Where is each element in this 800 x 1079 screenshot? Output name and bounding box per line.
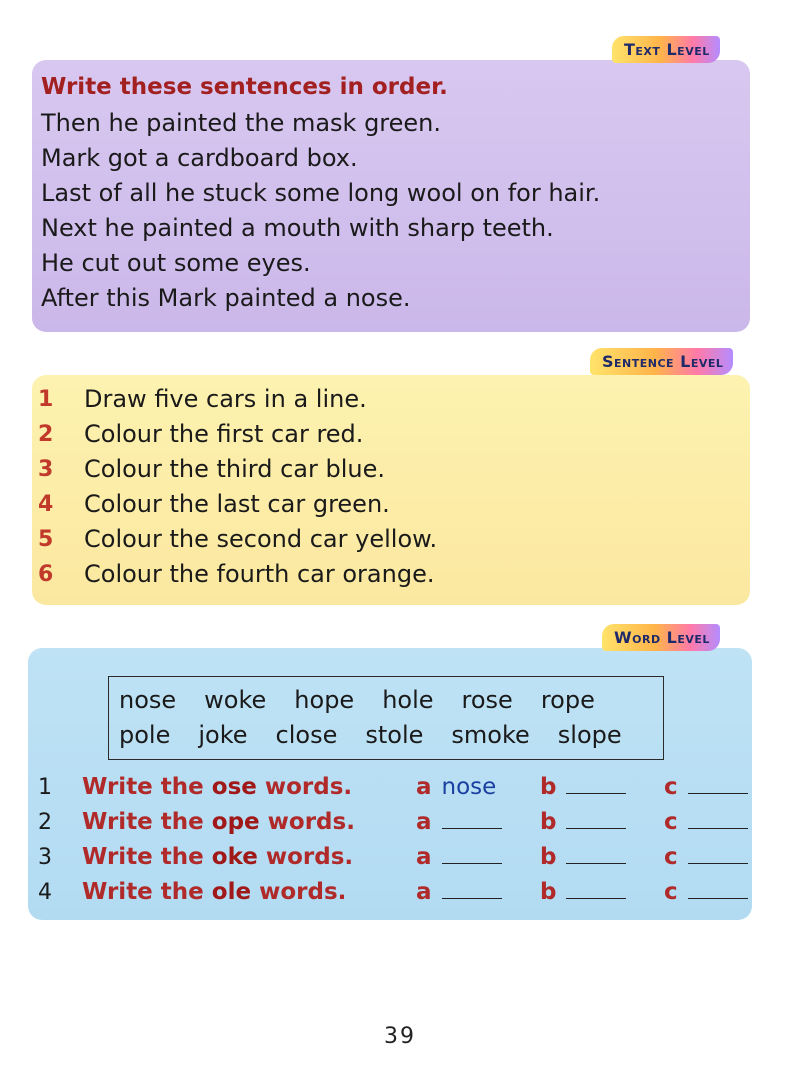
answer-slot-b[interactable]: b	[540, 770, 664, 805]
exercise-instruction: Write the oke words.	[82, 844, 354, 870]
exercise-row	[38, 840, 748, 875]
exercise-row	[38, 805, 748, 840]
page-number: 39	[384, 1024, 416, 1049]
list-item	[38, 417, 437, 452]
list-item	[38, 522, 437, 557]
answer-blank[interactable]	[442, 876, 502, 899]
text-line: He cut out some eyes.	[41, 249, 311, 277]
item-text: Draw five cars in a line.	[84, 385, 367, 413]
word-bank-word: hole	[382, 686, 434, 714]
word-bank-word: hope	[294, 686, 355, 714]
word-level-badge: Word Level	[602, 624, 720, 651]
word-bank-word: rope	[540, 686, 595, 714]
exercise-row	[38, 770, 748, 805]
sentence-lines	[41, 106, 600, 316]
word-bank-word: close	[275, 721, 338, 749]
answer-blank[interactable]	[442, 841, 502, 864]
text-line: Then he painted the mask green.	[41, 109, 442, 137]
answer-slot-c[interactable]: c	[664, 840, 748, 875]
word-bank-word: rose	[461, 686, 513, 714]
exercise-instruction: Write the ose words.	[82, 774, 353, 800]
answer-blank[interactable]	[688, 806, 748, 829]
item-text: Colour the second car yellow.	[84, 525, 438, 553]
word-exercises	[38, 770, 748, 910]
item-number: 6	[38, 562, 54, 587]
word-pattern: oke	[211, 844, 258, 870]
item-number: 2	[38, 810, 52, 835]
answer-value: nose	[441, 774, 497, 800]
item-number: 5	[38, 527, 54, 552]
word-bank-word: pole	[119, 721, 171, 749]
word-bank-word: nose	[119, 686, 177, 714]
answer-blank[interactable]	[566, 876, 626, 899]
word-bank-row	[119, 683, 663, 718]
word-bank-word: smoke	[451, 721, 530, 749]
item-number: 3	[38, 845, 52, 870]
text-line: After this Mark painted a nose.	[41, 284, 411, 312]
item-text: Colour the last car green.	[84, 490, 390, 518]
answer-blank[interactable]	[688, 771, 748, 794]
item-number: 1	[38, 387, 54, 412]
word-bank-word: woke	[204, 686, 267, 714]
answer-blank[interactable]	[442, 806, 502, 829]
word-pattern: ope	[211, 809, 260, 835]
text-line: Next he painted a mouth with sharp teeth.	[41, 214, 554, 242]
item-number: 2	[38, 422, 54, 447]
exercise-row	[38, 875, 748, 910]
answer-slot-a[interactable]: a nose	[416, 770, 540, 805]
item-number: 1	[38, 775, 52, 800]
answer-slot-a[interactable]: a	[416, 805, 540, 840]
list-item	[38, 487, 437, 522]
answer-slot-c[interactable]: c	[664, 770, 748, 805]
item-text: Colour the fourth car orange.	[84, 560, 435, 588]
list-item	[38, 557, 437, 592]
answer-blank[interactable]	[688, 876, 748, 899]
exercise-instruction: Write the ope words.	[82, 809, 355, 835]
answer-blank[interactable]	[688, 841, 748, 864]
sentence-level-badge: Sentence Level	[590, 348, 733, 375]
word-bank-word: stole	[365, 721, 424, 749]
answer-slot-c[interactable]: c	[664, 875, 748, 910]
answer-blank[interactable]	[566, 806, 626, 829]
answer-slot-a[interactable]: a	[416, 840, 540, 875]
word-bank-word: slope	[557, 721, 622, 749]
answer-slot-b[interactable]: b	[540, 805, 664, 840]
item-text: Colour the first car red.	[84, 420, 364, 448]
item-number: 3	[38, 457, 54, 482]
answer-slot-c[interactable]: c	[664, 805, 748, 840]
answer-blank[interactable]	[566, 841, 626, 864]
item-number: 4	[38, 492, 54, 517]
word-bank-row	[119, 718, 663, 753]
exercise-instruction: Write the ole words.	[82, 879, 347, 905]
text-level-badge: Text Level	[612, 36, 720, 63]
word-bank-box	[108, 676, 664, 760]
answer-slot-a[interactable]: a	[416, 875, 540, 910]
answer-slot-b[interactable]: b	[540, 840, 664, 875]
item-text: Colour the third car blue.	[84, 455, 386, 483]
answer-blank[interactable]	[566, 771, 626, 794]
text-line: Mark got a cardboard box.	[41, 144, 358, 172]
answer-slot-b[interactable]: b	[540, 875, 664, 910]
word-bank-word: joke	[198, 721, 248, 749]
sentence-instructions	[38, 382, 437, 592]
word-pattern: ole	[211, 879, 252, 905]
list-item	[38, 452, 437, 487]
word-pattern: ose	[211, 774, 257, 800]
text-line: Last of all he stuck some long wool on for hair.	[41, 179, 601, 207]
list-item	[38, 382, 437, 417]
item-number: 4	[38, 880, 52, 905]
text-level-heading: Write these sentences in order.	[41, 74, 448, 100]
